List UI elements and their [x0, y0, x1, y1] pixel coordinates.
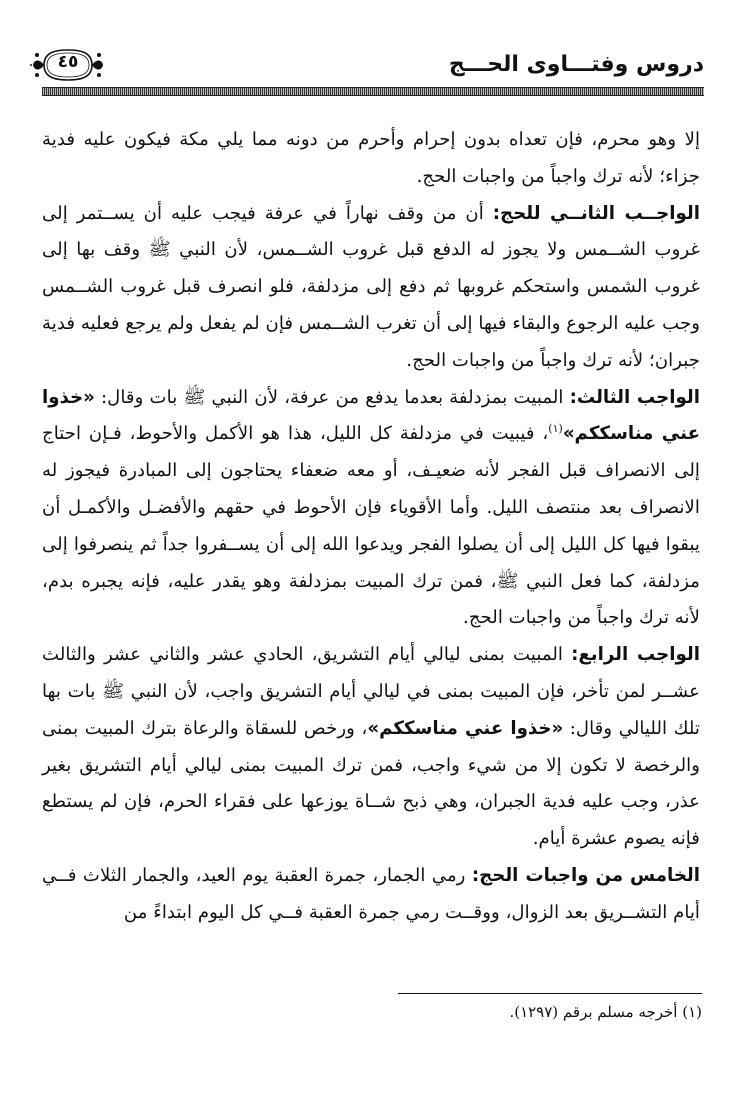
- footnote-reference[interactable]: (١): [548, 422, 563, 436]
- paragraph-text: رمي الجمار، جمرة العقبة يوم العيد، والجمار الثلاث فــي أيام التشــريق بعد الزوال، ووقــت رمي جمرة العقبة فــي كل اليوم ابتداءً من: [42, 864, 700, 923]
- header-rule: [42, 87, 704, 96]
- paragraph-third-obligation: [42, 380, 700, 638]
- paragraph-text: المبيت بمنى ليالي أيام التشريق، الحادي عشر والثاني عشر والثالث عشــر لمن تأخر، فإن المبيت بمنى في ليالي أيام التشريق واجب، لأن النبي ﷺ بات بها تلك الليالي وقال:: [42, 644, 700, 739]
- footnote: (١) أخرجه مسلم برقم (١٢٩٧).: [509, 1003, 702, 1021]
- hadith-quote: «خذوا عني مناسككم»: [42, 386, 700, 445]
- hadith-quote: «خذوا عني مناسككم»: [367, 717, 564, 739]
- paragraph-heading: الواجب الثالث:: [569, 386, 700, 408]
- running-title: دروس وفتـــاوى الحـــج: [448, 52, 704, 77]
- paragraph-text: ، ورخص للسقاة والرعاة بترك المبيت بمنى والرخصة لا تكون إلا من شيء واجب، فمن ترك المبيت بمنى ليالي أيام التشريق بغير عذر، وجب عليه فدية الجبران، وهي ذبح شــاة يوزعها على فقراء الحرم، فإن لم يستطع فإنه يصوم عشرة أيام.: [42, 717, 700, 850]
- paragraph-text: أن من وقف نهاراً في عرفة فيجب عليه أن يســتمر إلى غروب الشــمس ولا يجوز له الدفع قبل غروب الشــمس، لأن النبي ﷺ وقف بها إلى غروب الشمس واستحكم غروبها ثم دفع إلى مزدلفة، فلو انصرف قبل غروب الشــمس وجب عليه الرجوع والبقاء فيها إلى أن تغرب الشــمس فإن لم يفعل ولم يرجع فعليه فدية جبران؛ لأنه ترك واجباً من واجبات الحج.: [42, 202, 700, 371]
- body-text: [42, 122, 700, 932]
- paragraph-text: إلا وهو محرم، فإن تعداه بدون إحرام وأحرم من دونه مما يلي مكة فيكون عليه فدية جزاء؛ لأنه ترك واجباً من واجبات الحج.: [42, 129, 700, 187]
- paragraph-text: المبيت بمزدلفة بعدما يدفع من عرفة، لأن النبي ﷺ بات وقال:: [94, 386, 570, 408]
- paragraph-text: ، فيبيت في مزدلفة كل الليل، هذا هو الأكمل والأحوط، فـإن احتاج إلى الانصراف قبل الفجر لأنه ضعيـف، أو معه ضعفاء يحتاجون إلى المبادرة فيجوز له الانصراف بعد منتصف الليل. وأما الأقوياء فإن الأحوط في حقهم والأفضـل والأكمـل أن يبقوا فيها كل الليل إلى أن يصلوا الفجر ويدعوا الله إلى أن يســفروا جداً ثم ينصرفوا إلى مزدلفة، كما فعل النبي ﷺ، فمن ترك المبيت بمزدلفة وهو يقدر عليه، فإنه يجبره بدم، لأنه ترك واجباً من واجبات الحج.: [42, 423, 700, 629]
- paragraph-heading: الخامس من واجبات الحج:: [471, 864, 700, 886]
- paragraph-fifth-obligation: [42, 858, 700, 932]
- page-number-badge: [30, 46, 106, 84]
- footnote-divider: [398, 993, 702, 994]
- paragraph-heading: الواجــب الثانــي للحج:: [492, 202, 700, 224]
- paragraph-fourth-obligation: [42, 637, 700, 858]
- paragraph-second-obligation: [42, 196, 700, 380]
- page-number: ٤٥: [57, 52, 79, 72]
- paragraph-heading: الواجب الرابع:: [571, 644, 700, 666]
- paragraph-intro: [42, 122, 700, 196]
